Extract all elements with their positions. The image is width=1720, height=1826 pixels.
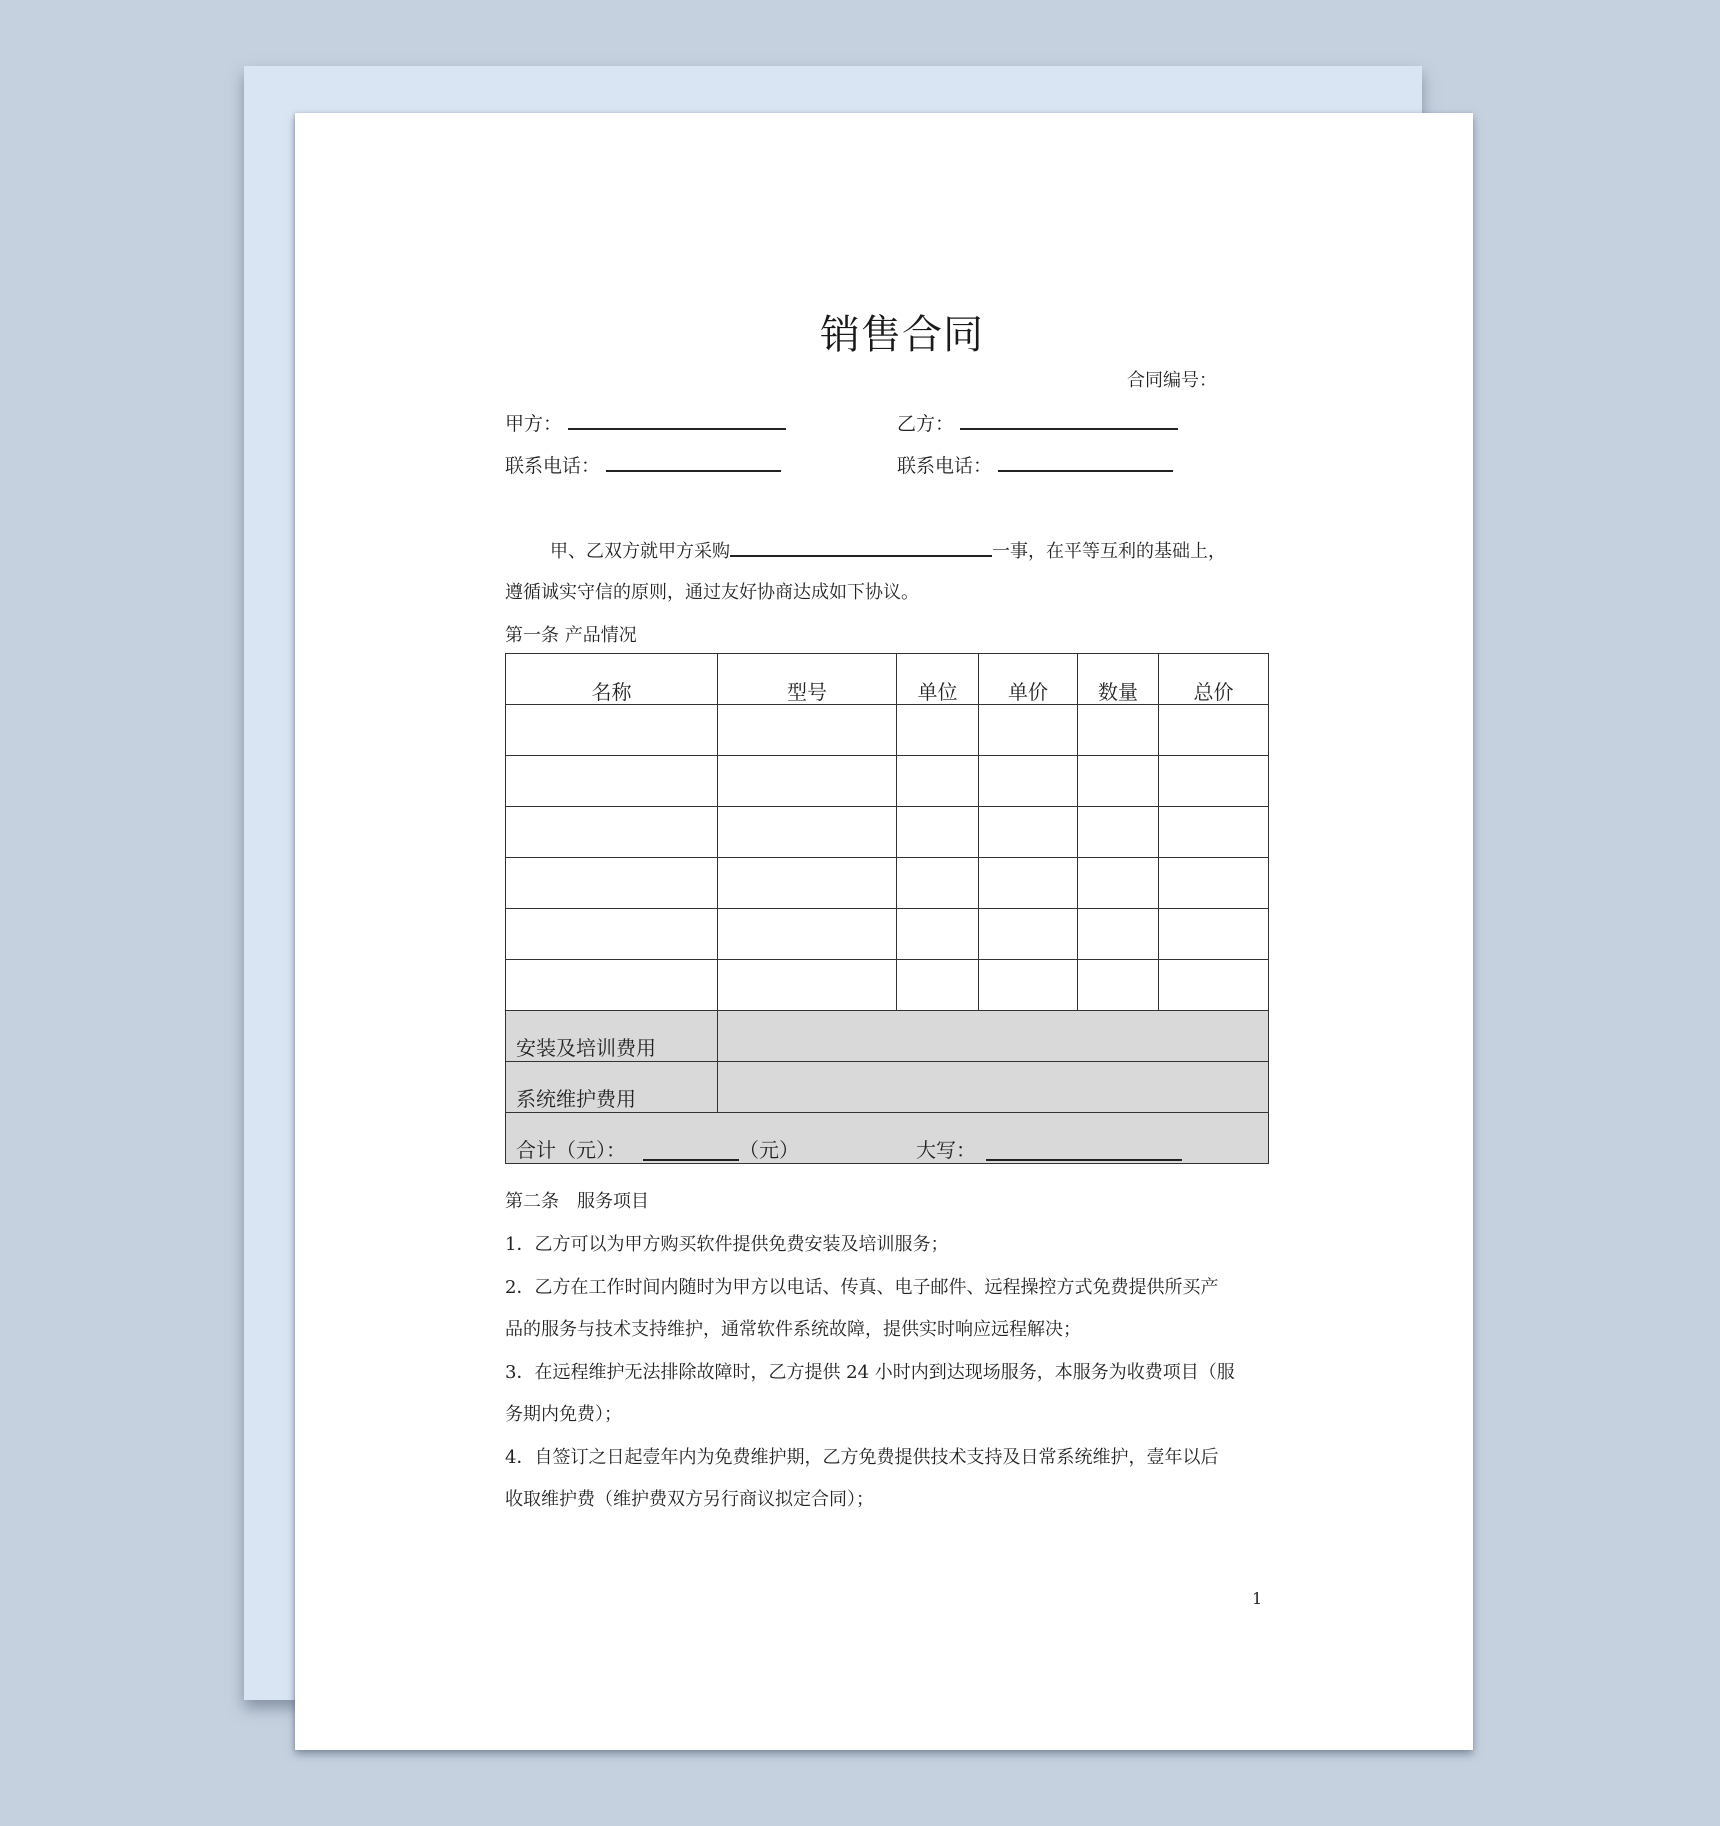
total-unit: （元） xyxy=(739,1138,799,1162)
page-number: 1 xyxy=(1252,1589,1263,1608)
capital-amount-input[interactable] xyxy=(986,1139,1182,1161)
header-quantity: 数量 xyxy=(1078,654,1159,705)
cell[interactable] xyxy=(1159,756,1269,807)
intro-line-2: 遵循诚实守信的原则，通过友好协商达成如下协议。 xyxy=(505,582,919,603)
cell[interactable] xyxy=(1159,909,1269,960)
cell[interactable] xyxy=(1159,807,1269,858)
cell[interactable] xyxy=(897,756,979,807)
install-fee-label: 安装及培训费用 xyxy=(506,1011,718,1062)
cell[interactable] xyxy=(897,807,979,858)
total-label: 合计（元）： xyxy=(516,1138,626,1162)
header-unit: 单位 xyxy=(897,654,979,705)
contract-page xyxy=(295,113,1473,1750)
header-model: 型号 xyxy=(718,654,897,705)
cell[interactable] xyxy=(506,756,718,807)
party-b-phone-field xyxy=(897,450,1173,478)
cell[interactable] xyxy=(1078,960,1159,1011)
cell[interactable] xyxy=(718,807,897,858)
service-item-3-cont: 务期内免费）； xyxy=(505,1404,622,1425)
cell[interactable] xyxy=(1159,705,1269,756)
service-item-2-cont: 品的服务与技术支持维护，通常软件系统故障，提供实时响应远程解决； xyxy=(505,1319,1081,1340)
total-row xyxy=(506,1113,1269,1164)
cell[interactable] xyxy=(897,909,979,960)
table-row xyxy=(506,858,1269,909)
header-unit-price: 单价 xyxy=(979,654,1078,705)
party-a-phone-field xyxy=(505,450,781,478)
contract-number-label: 合同编号： xyxy=(1127,370,1217,391)
party-b-label: 乙方： xyxy=(897,413,955,435)
service-item-1: 1．乙方可以为甲方购买软件提供免费安装及培训服务； xyxy=(505,1234,949,1255)
cell[interactable] xyxy=(506,909,718,960)
service-item-4: 4．自签订之日起壹年内为免费维护期，乙方免费提供技术支持及日常系统维护，壹年以后 xyxy=(505,1447,1219,1468)
cell[interactable] xyxy=(1078,807,1159,858)
cell[interactable] xyxy=(979,858,1078,909)
cell[interactable] xyxy=(897,960,979,1011)
service-item-3: 3．在远程维护无法排除故障时，乙方提供 24 小时内到达现场服务，本服务为收费项目（服 xyxy=(505,1362,1235,1383)
cell[interactable] xyxy=(897,858,979,909)
cell[interactable] xyxy=(718,705,897,756)
cell[interactable] xyxy=(979,705,1078,756)
cell[interactable] xyxy=(506,807,718,858)
capital-amount-label: 大写： xyxy=(916,1138,976,1162)
product-table xyxy=(505,653,1269,1164)
cell[interactable] xyxy=(718,960,897,1011)
party-b-phone-label: 联系电话： xyxy=(897,455,993,477)
install-fee-value[interactable] xyxy=(718,1011,1269,1062)
cell[interactable] xyxy=(506,960,718,1011)
party-a-label: 甲方： xyxy=(505,413,563,435)
cell[interactable] xyxy=(979,909,1078,960)
section-2-title: 第二条 服务项目 xyxy=(505,1191,649,1212)
table-row xyxy=(506,807,1269,858)
intro-line-1 xyxy=(550,535,1226,563)
cell[interactable] xyxy=(718,756,897,807)
table-header-row xyxy=(506,654,1269,705)
party-a-field xyxy=(505,408,786,436)
table-row xyxy=(506,756,1269,807)
total-amount-input[interactable] xyxy=(643,1139,739,1161)
cell[interactable] xyxy=(1078,756,1159,807)
total-cell xyxy=(506,1113,1269,1164)
table-row xyxy=(506,960,1269,1011)
cell[interactable] xyxy=(1078,858,1159,909)
purchase-item-input[interactable] xyxy=(730,535,992,557)
service-item-2: 2．乙方在工作时间内随时为甲方以电话、传真、电子邮件、远程操控方式免费提供所买产 xyxy=(505,1277,1219,1298)
install-fee-row xyxy=(506,1011,1269,1062)
cell[interactable] xyxy=(718,909,897,960)
cell[interactable] xyxy=(1078,909,1159,960)
table-row xyxy=(506,909,1269,960)
party-a-input[interactable] xyxy=(568,408,786,430)
party-a-phone-label: 联系电话： xyxy=(505,455,601,477)
maintenance-fee-value[interactable] xyxy=(718,1062,1269,1113)
cell[interactable] xyxy=(1159,960,1269,1011)
cell[interactable] xyxy=(897,705,979,756)
intro-suffix: 一事，在平等互利的基础上， xyxy=(992,541,1226,562)
service-item-4-cont: 收取维护费（维护费双方另行商议拟定合同）； xyxy=(505,1489,874,1510)
header-total-price: 总价 xyxy=(1159,654,1269,705)
cell[interactable] xyxy=(718,858,897,909)
intro-prefix: 甲、乙双方就甲方采购 xyxy=(550,541,730,562)
party-a-phone-input[interactable] xyxy=(606,450,781,472)
cell[interactable] xyxy=(979,960,1078,1011)
header-name: 名称 xyxy=(506,654,718,705)
document-title: 销售合同 xyxy=(820,312,984,358)
section-1-title: 第一条 产品情况 xyxy=(505,625,637,646)
maintenance-fee-label: 系统维护费用 xyxy=(506,1062,718,1113)
cell[interactable] xyxy=(506,705,718,756)
cell[interactable] xyxy=(506,858,718,909)
cell[interactable] xyxy=(1159,858,1269,909)
party-b-input[interactable] xyxy=(960,408,1178,430)
party-b-phone-input[interactable] xyxy=(998,450,1173,472)
table-row xyxy=(506,705,1269,756)
cell[interactable] xyxy=(979,756,1078,807)
party-b-field xyxy=(897,408,1178,436)
cell[interactable] xyxy=(1078,705,1159,756)
cell[interactable] xyxy=(979,807,1078,858)
maintenance-fee-row xyxy=(506,1062,1269,1113)
